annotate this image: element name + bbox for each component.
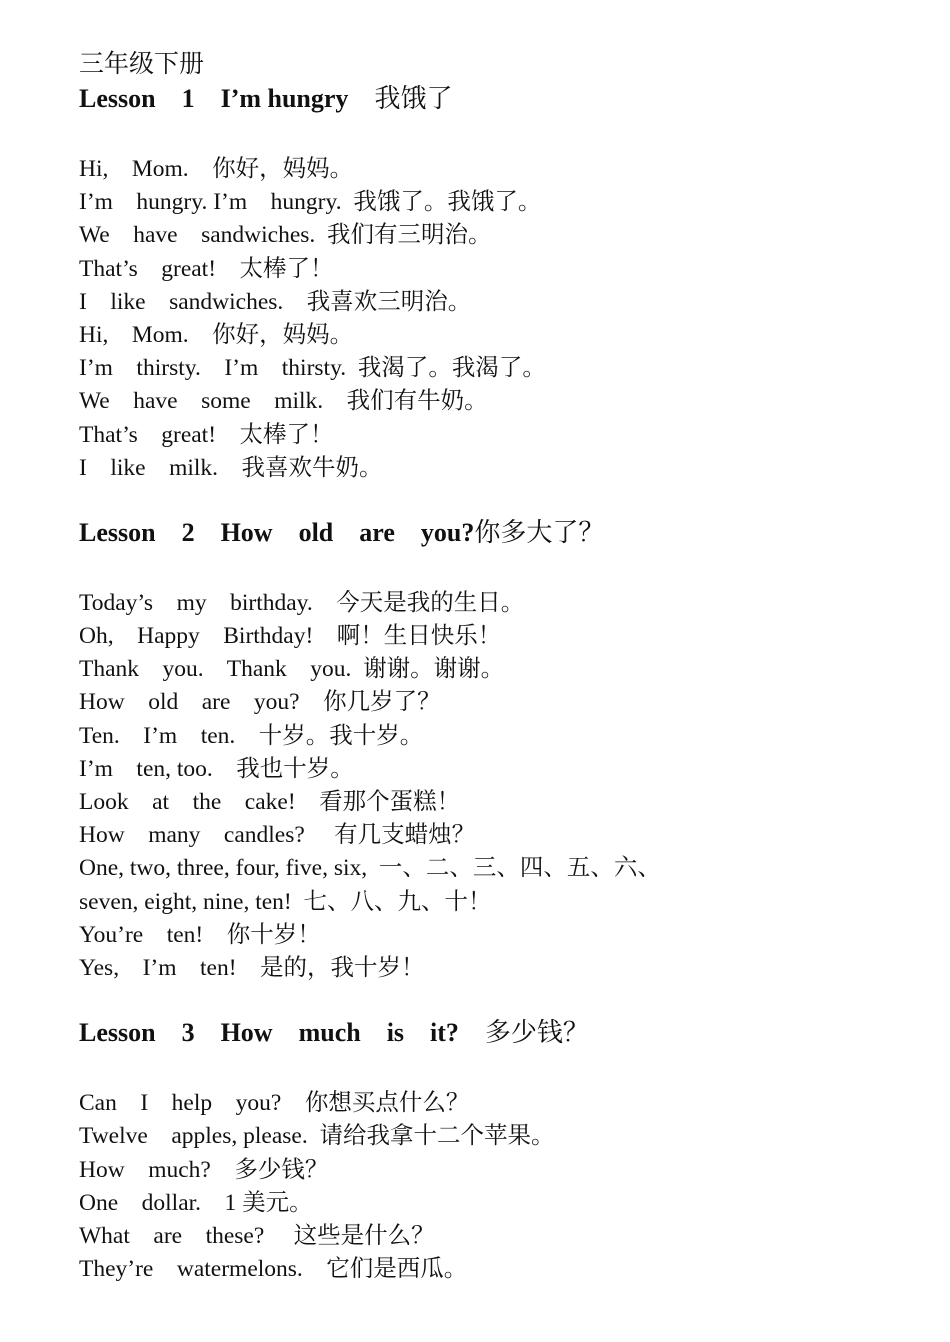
lesson-1-title bbox=[79, 82, 919, 115]
grade-heading: 三年级下册 bbox=[79, 51, 205, 78]
dialogue-line: That’s great! 太棒了！ bbox=[79, 421, 334, 448]
dialogue-line: Thank you. Thank you. 谢谢。谢谢。 bbox=[79, 656, 505, 683]
document-page bbox=[79, 48, 919, 1286]
dialogue-line: They’re watermelons. 它们是西瓜。 bbox=[79, 1256, 468, 1283]
lesson-1-title-en: Lesson 1 I’m hungry bbox=[79, 84, 349, 113]
lesson-3-title-zh: 多少钱？ bbox=[458, 1018, 589, 1048]
dialogue-line: Hi, Mom. 你好，妈妈。 bbox=[79, 321, 354, 348]
dialogue-line: How old are you? 你几岁了？ bbox=[79, 689, 441, 716]
dialogue-line: That’s great! 太棒了！ bbox=[79, 255, 334, 282]
dialogue-line: Yes, I’m ten! 是的，我十岁！ bbox=[79, 954, 425, 981]
dialogue-line: Ten. I’m ten. 十岁。我十岁。 bbox=[79, 722, 424, 749]
dialogue-line: I like milk. 我喜欢牛奶。 bbox=[79, 454, 383, 481]
dialogue-line: How much? 多少钱？ bbox=[79, 1156, 329, 1183]
dialogue-line: You’re ten! 你十岁！ bbox=[79, 921, 321, 948]
lesson-2-title-en: Lesson 2 How old are you? bbox=[79, 517, 475, 547]
lesson-3-title-en: Lesson 3 How much is it? bbox=[79, 1018, 459, 1048]
dialogue-line: I’m thirsty. I’m thirsty. 我渴了。我渴了。 bbox=[79, 355, 546, 382]
dialogue-line: I’m hungry. I’m hungry. 我饿了。我饿了。 bbox=[79, 189, 542, 216]
dialogue-line: Today’s my birthday. 今天是我的生日。 bbox=[79, 589, 525, 616]
dialogue-line: One, two, three, four, five, six, 一、二、三、四、五、六、 bbox=[79, 855, 661, 882]
lesson-2-title bbox=[79, 516, 919, 549]
dialogue-line: Can I help you? 你想买点什么？ bbox=[79, 1090, 470, 1117]
dialogue-line: How many candles? 有几支蜡烛？ bbox=[79, 822, 476, 849]
lesson-1-title-zh: 我饿了 bbox=[348, 84, 453, 113]
dialogue-line: We have sandwiches. 我们有三明治。 bbox=[79, 222, 492, 249]
dialogue-line: Twelve apples, please. 请给我拿十二个苹果。 bbox=[79, 1123, 555, 1150]
dialogue-line: Oh, Happy Birthday! 啊！生日快乐！ bbox=[79, 623, 502, 650]
lesson-2-title-zh: 你多大了？ bbox=[474, 517, 605, 547]
dialogue-line: seven, eight, nine, ten! 七、八、九、十！ bbox=[79, 888, 492, 915]
dialogue-line: I like sandwiches. 我喜欢三明治。 bbox=[79, 288, 472, 315]
dialogue-line: One dollar. 1 美元。 bbox=[79, 1189, 313, 1216]
dialogue-line: What are these? 这些是什么？ bbox=[79, 1222, 435, 1249]
lesson-3-title bbox=[79, 1016, 919, 1049]
dialogue-line: Hi, Mom. 你好，妈妈。 bbox=[79, 156, 354, 182]
dialogue-line: We have some milk. 我们有牛奶。 bbox=[79, 388, 488, 415]
dialogue-line: I’m ten, too. 我也十岁。 bbox=[79, 755, 354, 782]
dialogue-line: Look at the cake! 看那个蛋糕！ bbox=[79, 789, 461, 815]
